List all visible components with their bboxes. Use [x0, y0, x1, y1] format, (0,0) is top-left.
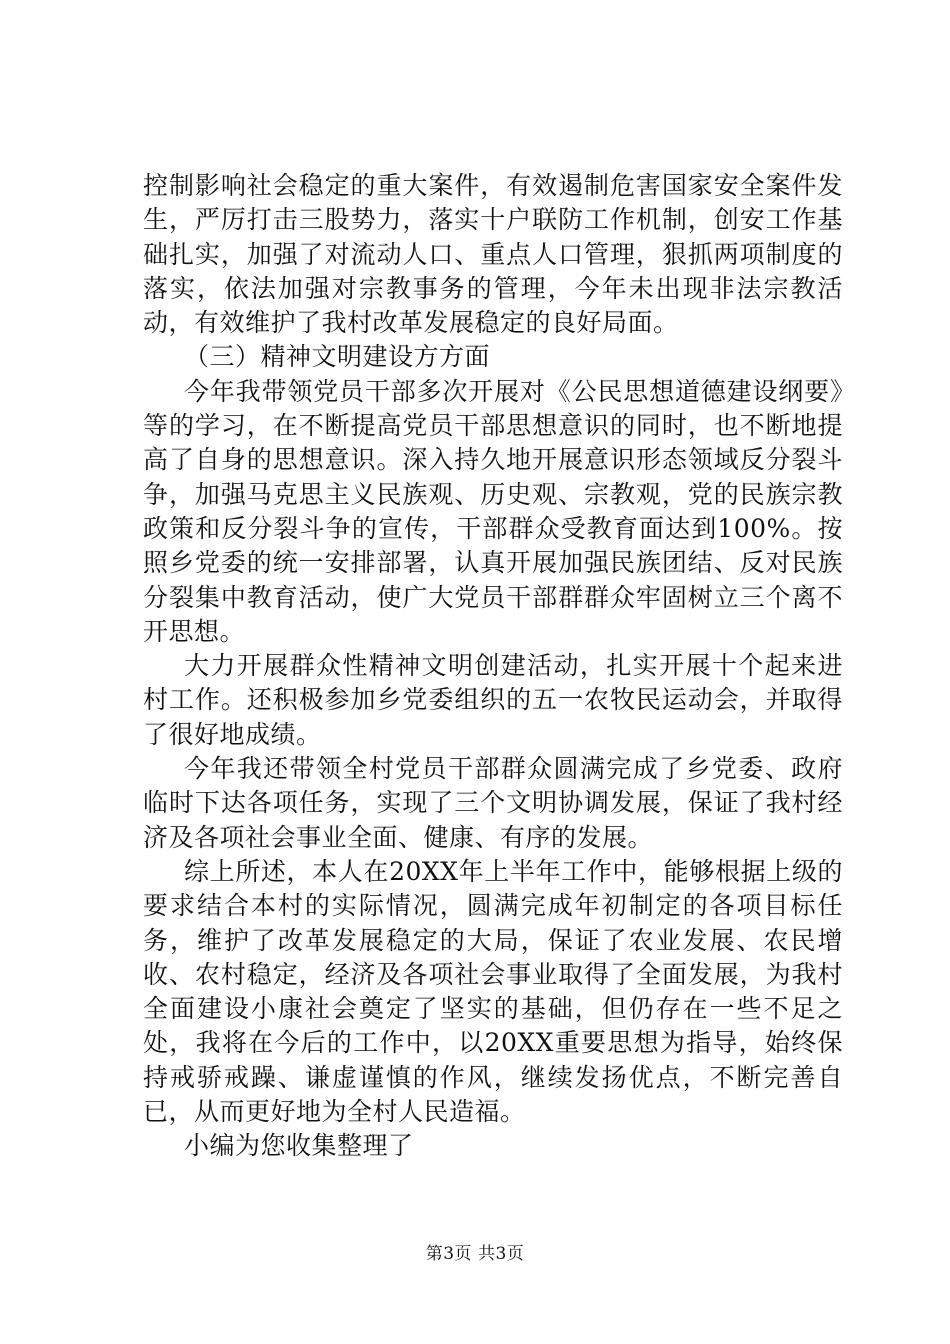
- paragraph-ideological-study: 今年我带领党员干部多次开展对《公民思想道德建设纲要》等的学习，在不断提高党员干部思想意识的同时，也不断地提高了自身的思想意识。深入持久地开展意识形态领域反分裂斗争，加强马克思主义民族观、历史观、宗教观，党的民族宗教政策和反分裂斗争的宣传，干部群众受教育面达到100%。按照乡党委的统一安排部署，认真开展加强民族团结、反对民族分裂集中教育活动，使广大党员干部群群众牢固树立三个离不开思想。: [143, 376, 843, 646]
- paragraph-security-work: 控制影响社会稳定的重大案件，有效遏制危害国家安全案件发生，严厉打击三股势力，落实十户联防工作机制，创安工作基础扎实，加强了对流动人口、重点人口管理，狠抓两项制度的落实，依法加强对宗教事务的管理，今年未出现非法宗教活动，有效维护了我村改革发展稳定的良好局面。: [143, 171, 843, 338]
- document-body: [143, 169, 843, 1164]
- paragraph-editor-note: 小编为您收集整理了: [184, 1131, 414, 1161]
- paragraph-task-completion: 今年我还带领全村党员干部群众圆满完成了乡党委、政府临时下达各项任务，实现了三个文明协调发展，保证了我村经济及各项社会事业全面、健康、有序的发展。: [143, 754, 843, 852]
- paragraph-civilization-activities: 大力开展群众性精神文明创建活动，扎实开展十个起来进村工作。还积极参加乡党委组织的五一农牧民运动会，并取得了很好地成绩。: [143, 651, 843, 749]
- paragraph-summary: 综上所述，本人在20XX年上半年工作中，能够根据上级的要求结合本村的实际情况，圆满完成年初制定的各项目标任务，维护了改革发展稳定的大局，保证了农业发展、农民增收、农村稳定，经济及各项社会事业取得了全面发展，为我村全面建设小康社会奠定了坚实的基础，但仍存在一些不足之处，我将在今后的工作中，以20XX重要思想为指导，始终保持戒骄戒躁、谦虚谨慎的作风，继续发扬优点，不断完善自已，从而更好地为全村人民造福。: [143, 856, 843, 1127]
- page-footer: 第3页 共3页: [425, 1244, 525, 1264]
- section-heading-spiritual-civilization: （三）精神文明建设方方面: [184, 342, 491, 372]
